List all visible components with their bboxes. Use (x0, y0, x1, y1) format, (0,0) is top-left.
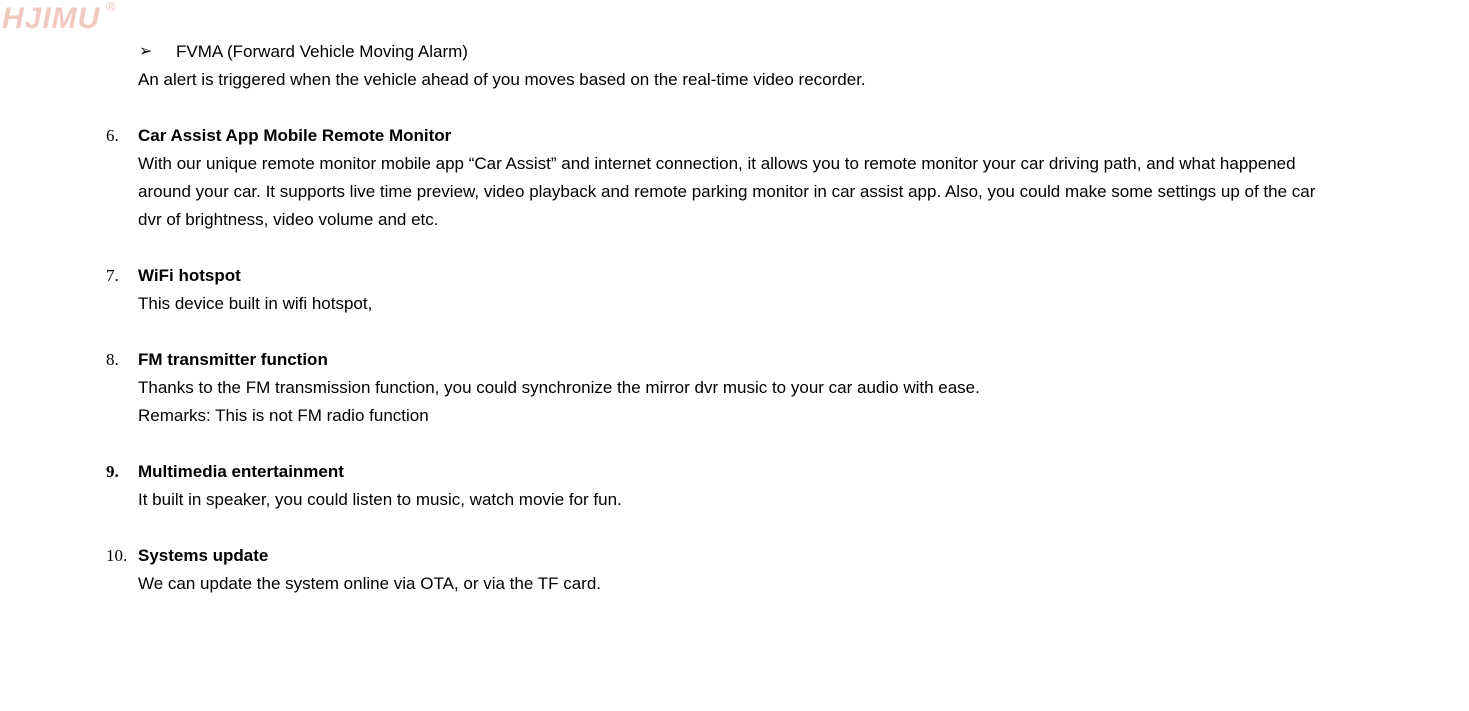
item-text-line: It built in speaker, you could listen to music, watch movie for fun. (138, 490, 622, 509)
arrow-bullet-icon: ➢ (139, 41, 153, 60)
item-text-line: around your car. It supports live time preview, video playback and remote parking monitor in car assist app. Also, you could make some settings up of the car (138, 182, 1316, 201)
fvma-description: An alert is triggered when the vehicle ahead of you moves based on the real-time video recorder. (138, 70, 866, 89)
item-text-line: dvr of brightness, video volume and etc. (138, 210, 439, 229)
fvma-title: FVMA (Forward Vehicle Moving Alarm) (176, 42, 468, 61)
item-text-line: With our unique remote monitor mobile app “Car Assist” and internet connection, it allows you to remote monitor your car driving path, and what happened (138, 154, 1296, 173)
item-text-line: Thanks to the FM transmission function, you could synchronize the mirror dvr music to your car audio with ease. (138, 378, 980, 397)
item-text-line: This device built in wifi hotspot, (138, 294, 373, 313)
item-title: FM transmitter function (138, 350, 328, 369)
item-title: Car Assist App Mobile Remote Monitor (138, 126, 452, 145)
item-title: Multimedia entertainment (138, 462, 344, 481)
item-number: 8. (106, 350, 119, 369)
logo-wordmark: HJIMU (2, 2, 101, 35)
item-title: WiFi hotspot (138, 266, 241, 285)
item-text-line: We can update the system online via OTA, or via the TF card. (138, 574, 601, 593)
item-number: 7. (106, 266, 119, 285)
item-number: 10. (106, 546, 128, 565)
item-title: Systems update (138, 546, 269, 565)
brand-logo (0, 0, 130, 40)
item-number: 9. (106, 462, 119, 481)
item-number: 6. (106, 126, 119, 145)
item-text-line: Remarks: This is not FM radio function (138, 406, 429, 425)
registered-mark: ® (106, 0, 116, 14)
